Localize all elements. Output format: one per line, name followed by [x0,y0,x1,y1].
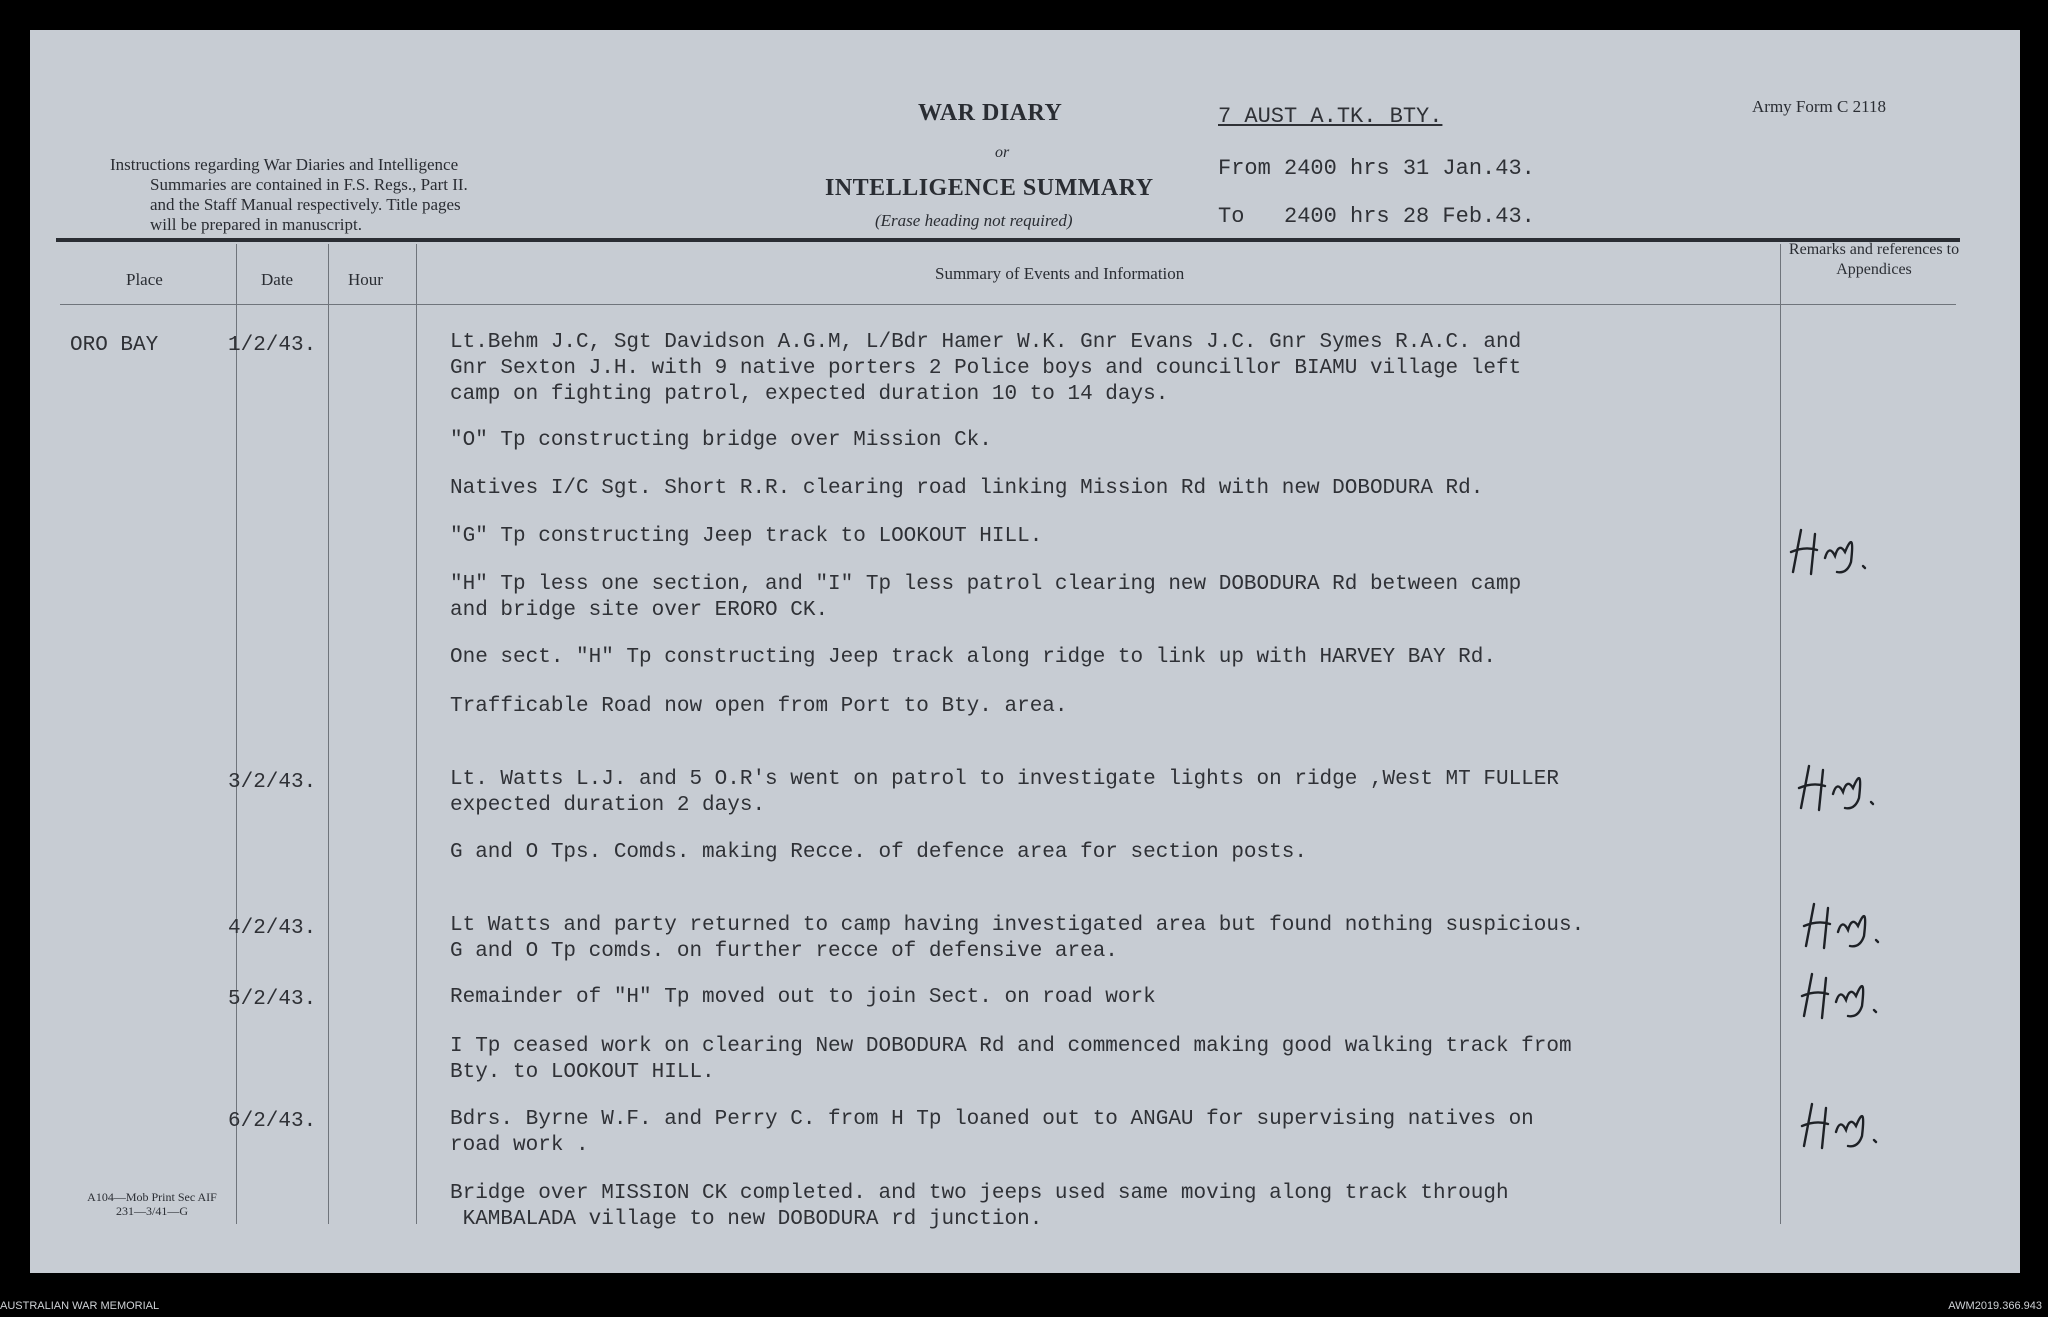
diary-entry: Lt.Behm J.C, Sgt Davidson A.G.M, L/Bdr Hamer W.K. Gnr Evans J.C. Gnr Symes R.A.C. and Gnr Sexton J.H. with 9 native porters 2 Police boys and councillor BIAMU village left camp on fighting patrol, expected duration 10 to 14 days. [450,331,1522,406]
period-from: From 2400 hrs 31 Jan.43. [1218,156,1535,181]
army-form-number: Army Form C 2118 [1752,97,1886,116]
print-code-line: 231—3/41—G [116,1204,188,1218]
column-divider [416,244,417,1224]
column-divider [328,244,329,1224]
print-code [62,1190,242,1218]
handwritten-initials [1785,522,1875,582]
diary-entry: Bdrs. Byrne W.F. and Perry C. from H Tp loaned out to ANGAU for supervising natives on road work . [450,1108,1534,1157]
instructions-line: Instructions regarding War Diaries and Intelligence [110,155,459,174]
date-cell: 6/2/43. [228,1110,317,1133]
form-title-or: or [995,144,1010,161]
column-header-place: Place [126,270,163,289]
column-divider [236,244,237,1224]
diary-entry: "H" Tp less one section, and "I" Tp less patrol clearing new DOBODURA Rd between camp and bridge site over ERORO CK. [450,573,1522,622]
place-cell: ORO BAY [70,334,159,357]
date-cell: 3/2/43. [228,771,317,794]
form-title-alt: INTELLIGENCE SUMMARY [825,175,1154,201]
column-header-date: Date [261,270,294,289]
diary-entry: Remainder of "H" Tp moved out to join Sect. on road work [450,986,1156,1009]
instructions-line: will be prepared in manuscript. [150,215,362,234]
diary-entry: One sect. "H" Tp constructing Jeep track along ridge to link up with HARVEY BAY Rd. [450,646,1496,669]
date-cell: 5/2/43. [228,988,317,1011]
archive-reference: AWM2019.366.943 [1948,1300,2042,1312]
instructions-line: Summaries are contained in F.S. Regs., Part II. [150,175,468,194]
column-divider [1780,244,1781,1224]
diary-entry: Bridge over MISSION CK completed. and two jeeps used same moving along track through KAMBALADA village to new DOBODURA rd junction. [450,1182,1509,1231]
column-header-rule [60,304,1956,305]
date-cell: 1/2/43. [228,334,317,357]
unit-name: 7 AUST A.TK. BTY. [1218,104,1443,129]
diary-entry: Lt Watts and party returned to camp having investigated area but found nothing suspicious. G and O Tp comds. on further recce of defensive area. [450,914,1585,963]
handwritten-initials [1798,896,1888,956]
header-rule [56,238,1960,242]
instructions-line: and the Staff Manual respectively. Title pages [150,195,461,214]
diary-entry: "G" Tp constructing Jeep track to LOOKOUT HILL. [450,525,1043,548]
diary-entry: G and O Tps. Comds. making Recce. of defence area for section posts. [450,841,1307,864]
instructions-note [110,155,570,235]
handwritten-initials [1796,1096,1886,1156]
period-to: To 2400 hrs 28 Feb.43. [1218,204,1535,229]
diary-entry: "O" Tp constructing bridge over Mission Ck. [450,429,992,452]
archive-credit: AUSTRALIAN WAR MEMORIAL [0,1300,160,1312]
diary-entry: Lt. Watts L.J. and 5 O.R's went on patrol to investigate lights on ridge ,West MT FULLER expected duration 2 days. [450,768,1559,817]
column-header-remarks: Remarks and references to Appendices [1788,241,1960,278]
column-header-hour: Hour [348,270,383,289]
diary-entry: I Tp ceased work on clearing New DOBODURA Rd and commenced making good walking track from Bty. to LOOKOUT HILL. [450,1035,1572,1084]
column-header-summary: Summary of Events and Information [935,264,1185,283]
print-code-line: A104—Mob Print Sec AIF [87,1190,217,1204]
erase-note: (Erase heading not required) [875,211,1073,230]
form-title: WAR DIARY [918,100,1063,126]
handwritten-initials [1793,758,1883,818]
diary-entry: Trafficable Road now open from Port to Bty. area. [450,695,1068,718]
date-cell: 4/2/43. [228,917,317,940]
handwritten-initials [1796,966,1886,1026]
diary-entry: Natives I/C Sgt. Short R.R. clearing road linking Mission Rd with new DOBODURA Rd. [450,477,1484,500]
